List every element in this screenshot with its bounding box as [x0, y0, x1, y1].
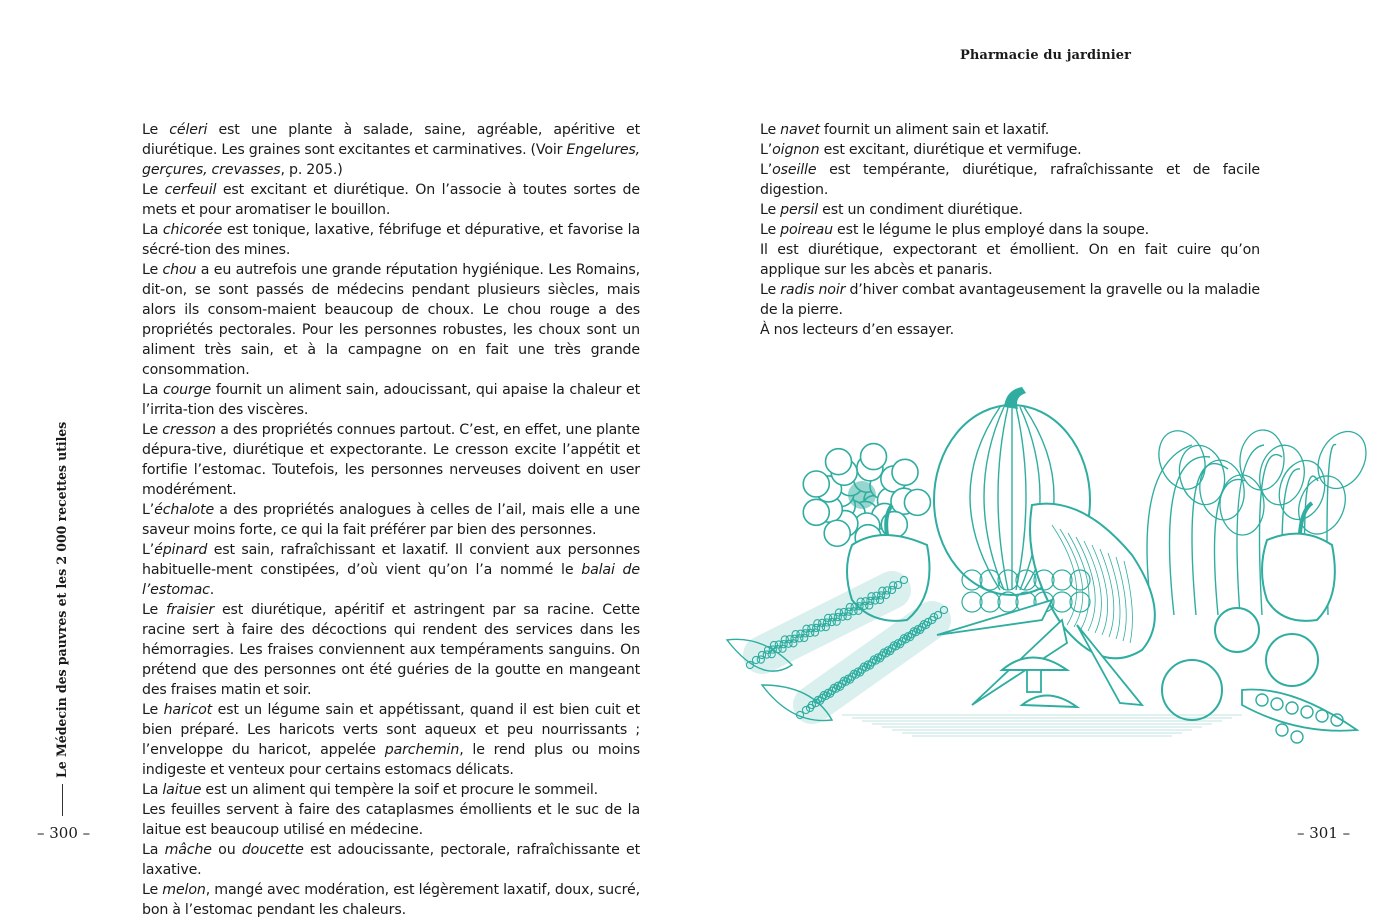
paragraph-text: Les feuilles servent à faire des cataplasmes émollients et le suc de la laitue est beaucoup utilisé en médecine.	[142, 802, 640, 838]
paragraph-text: , p. 205.)	[280, 162, 343, 178]
paragraph-text: L’	[760, 162, 773, 178]
paragraph-text: est excitant, diurétique et vermifuge.	[819, 142, 1082, 158]
paragraph-text: est un aliment qui tempère la soif et procure le sommeil.	[201, 782, 599, 798]
right-page-body	[760, 120, 1260, 340]
broccoli-icon	[848, 481, 876, 509]
paragraph	[142, 880, 640, 920]
paragraph-text: Le	[142, 122, 170, 138]
italic-term: fraisier	[165, 602, 215, 618]
broccoli-floret	[904, 489, 930, 515]
paragraph-text: Le	[142, 602, 166, 618]
paragraph-text: Le	[760, 222, 781, 238]
paragraph	[142, 540, 640, 600]
paragraph-text: Le	[760, 122, 781, 138]
paragraph	[142, 380, 640, 420]
leaf-stem	[1170, 457, 1211, 615]
italic-term: doucette	[241, 842, 304, 858]
italic-term: navet	[780, 122, 820, 138]
pea-icon	[1276, 724, 1288, 736]
paragraph	[142, 700, 640, 780]
mushroom-cap-icon	[1022, 695, 1077, 707]
italic-term: céleri	[169, 122, 208, 138]
italic-term: épinard	[154, 542, 208, 558]
radish-icon	[1266, 634, 1318, 686]
paragraph-text: Le	[142, 182, 165, 198]
paragraph	[142, 840, 640, 880]
tomato-icon	[1162, 660, 1222, 720]
paragraph-text: Le	[142, 262, 163, 278]
italic-term: courge	[163, 382, 212, 398]
paragraph-text: , le rend plus ou moins indigeste et venteux pour certains estomacs délicats.	[142, 742, 641, 778]
italic-term: parchemin	[384, 742, 460, 758]
paragraph-text: La	[142, 842, 165, 858]
carrot-icon	[937, 600, 1052, 635]
paragraph-text: est un légume sain et appétissant, quand il est bien cuit et bien préparé. Les haricots verts sont aqueux et peu nourrissants ; l’enveloppe du haricot, appelée	[142, 702, 640, 758]
paragraph	[142, 600, 640, 700]
pea-icon	[1291, 731, 1303, 743]
paragraph-text: Le	[142, 702, 164, 718]
paragraph-text: L’	[760, 142, 773, 158]
paragraph	[142, 500, 640, 540]
paragraph-text: Le	[142, 882, 163, 898]
paragraph	[760, 280, 1260, 320]
paragraph-text: Il est diurétique, expectorant et émollient. On en fait cuire qu’on applique sur les abcès et panaris.	[760, 242, 1260, 278]
paragraph-text: ou	[211, 842, 242, 858]
paragraph	[142, 800, 640, 840]
parsley-leaf	[962, 592, 982, 612]
paragraph	[760, 160, 1260, 200]
paragraph-text: L’	[142, 502, 155, 518]
paragraph-text: , mangé avec modération, est légèrement laxatif, doux, sucré, bon à l’estomac pendant les chaleurs.	[142, 882, 640, 918]
paragraph	[142, 780, 640, 800]
italic-term: chicorée	[162, 222, 223, 238]
paragraph-text: est une plante à salade, saine, agréable, apéritive et diurétique. Les graines sont excitantes et carminatives. (Voir	[142, 122, 640, 158]
paragraph-text: À nos lecteurs d’en essayer.	[760, 322, 954, 338]
paragraph	[142, 220, 640, 260]
running-head-rule	[62, 784, 63, 816]
broccoli-floret	[803, 499, 829, 525]
mushroom-cap-icon	[1002, 658, 1067, 671]
left-running-head	[54, 421, 74, 818]
paragraph-text: .	[209, 582, 215, 598]
vegetables-illustration	[722, 385, 1362, 745]
paragraph-text: a des propriétés analogues à celles de l’ail, mais elle a une saveur moins forte, ce qui la fait préférer par bien des personnes.	[142, 502, 640, 538]
italic-term: radis noir	[780, 282, 846, 298]
parsley-leaf	[980, 592, 1000, 612]
paragraph-text: Le	[142, 422, 163, 438]
italic-term: cresson	[162, 422, 217, 438]
paragraph-text: est excitant et diurétique. On l’associe à toutes sortes de mets et pour aromatiser le bouillon.	[142, 182, 640, 218]
book-title-vertical: Le Médecin des pauvres et les 2 000 recettes utiles	[54, 421, 69, 778]
paragraph-text: d’hiver combat avantageusement la gravelle ou la maladie de la pierre.	[760, 282, 1260, 318]
italic-term: cerfeuil	[164, 182, 217, 198]
paragraph-text: Le	[760, 202, 781, 218]
paragraph	[760, 140, 1260, 160]
leaf-stem	[1192, 464, 1228, 615]
paragraph	[142, 180, 640, 220]
italic-term: persil	[780, 202, 819, 218]
chapter-running-head: Pharmacie du jardinier	[960, 48, 1132, 63]
italic-term: échalote	[154, 502, 215, 518]
paragraph	[760, 240, 1260, 280]
paragraph	[142, 420, 640, 500]
radish-icon	[1215, 608, 1259, 652]
italic-term: poireau	[780, 222, 833, 238]
paragraph	[760, 320, 1260, 340]
italic-term: oseille	[772, 162, 817, 178]
italic-term: balai de l’estomac	[142, 562, 640, 598]
paragraph	[760, 200, 1260, 220]
paragraph-text: L’	[142, 542, 155, 558]
paragraph-text: est diurétique, apéritif et astringent par sa racine. Cette racine sert à faire des décoctions qui rendent des services dans les hémorragies. Les fraises conviennent aux tempéraments sanguins. On prétend que des personnes ont été guéries de la goutte en mangeant des fraises matin et soir.	[142, 602, 640, 698]
paragraph-text: est tempérante, diurétique, rafraîchissante et de facile digestion.	[760, 162, 1260, 198]
leaf-stem	[1215, 479, 1247, 615]
left-page-body	[142, 120, 640, 920]
paragraph-text: La	[142, 222, 163, 238]
paragraph-text: a eu autrefois une grande réputation hygiénique. Les Romains, dit-on, se sont passés de médecins pendant plusieurs siècles, mais alors ils consom-maient beaucoup de choux. Le chou rouge a des propriétés pectorales. Pour les personnes robustes, les choux sont un aliment très sain, et à la campagne on en fait une très grande consommation.	[142, 262, 640, 378]
mushroom-stem	[1027, 670, 1041, 692]
paragraph-text: est tonique, laxative, fébrifuge et dépurative, et favorise la sécré-tion des mines.	[142, 222, 640, 258]
paragraph-text: est adoucissante, pectorale, rafraîchissante et laxative.	[142, 842, 640, 878]
paragraph-text: est sain, rafraîchissant et laxatif. Il convient aux personnes habituelle-ment constipées, d’où vient qu’on l’a nommé le	[142, 542, 640, 578]
paragraph-text: fournit un aliment sain et laxatif.	[819, 122, 1050, 138]
broccoli-floret	[826, 449, 852, 475]
paragraph-text: fournit un aliment sain, adoucissant, qui apaise la chaleur et l’irrita-tion des viscères.	[142, 382, 640, 418]
italic-term: mâche	[164, 842, 212, 858]
paragraph-text: est le légume le plus employé dans la soupe.	[832, 222, 1150, 238]
pepper-right-icon	[1262, 534, 1335, 621]
paragraph	[760, 220, 1260, 240]
page-number-right: – 301 –	[1297, 824, 1351, 842]
paragraph-text: Le	[760, 282, 781, 298]
italic-term: haricot	[163, 702, 213, 718]
italic-term: melon	[162, 882, 206, 898]
paragraph-text: La	[142, 782, 163, 798]
broccoli-floret	[803, 471, 829, 497]
italic-term: laitue	[162, 782, 202, 798]
italic-term: Engelures, gerçures, crevasses	[142, 142, 640, 178]
paragraph	[760, 120, 1260, 140]
broccoli-floret	[892, 459, 918, 485]
italic-term: chou	[162, 262, 197, 278]
vegetables-engraving-icon	[722, 385, 1362, 745]
broccoli-floret	[824, 520, 850, 546]
paragraph-text: a des propriétés connues partout. C’est, en effet, une plante dépura-tive, diurétique et expectorante. Le cresson excite l’appétit et fortifie l’estomac. Toutefois, les personnes nerveuses doivent en user modérément.	[142, 422, 640, 498]
page-number-left: – 300 –	[37, 824, 91, 842]
paragraph	[142, 120, 640, 180]
italic-term: oignon	[772, 142, 820, 158]
paragraph-text: La	[142, 382, 163, 398]
paragraph-text: est un condiment diurétique.	[818, 202, 1023, 218]
broccoli-floret	[861, 444, 887, 470]
paragraph	[142, 260, 640, 380]
